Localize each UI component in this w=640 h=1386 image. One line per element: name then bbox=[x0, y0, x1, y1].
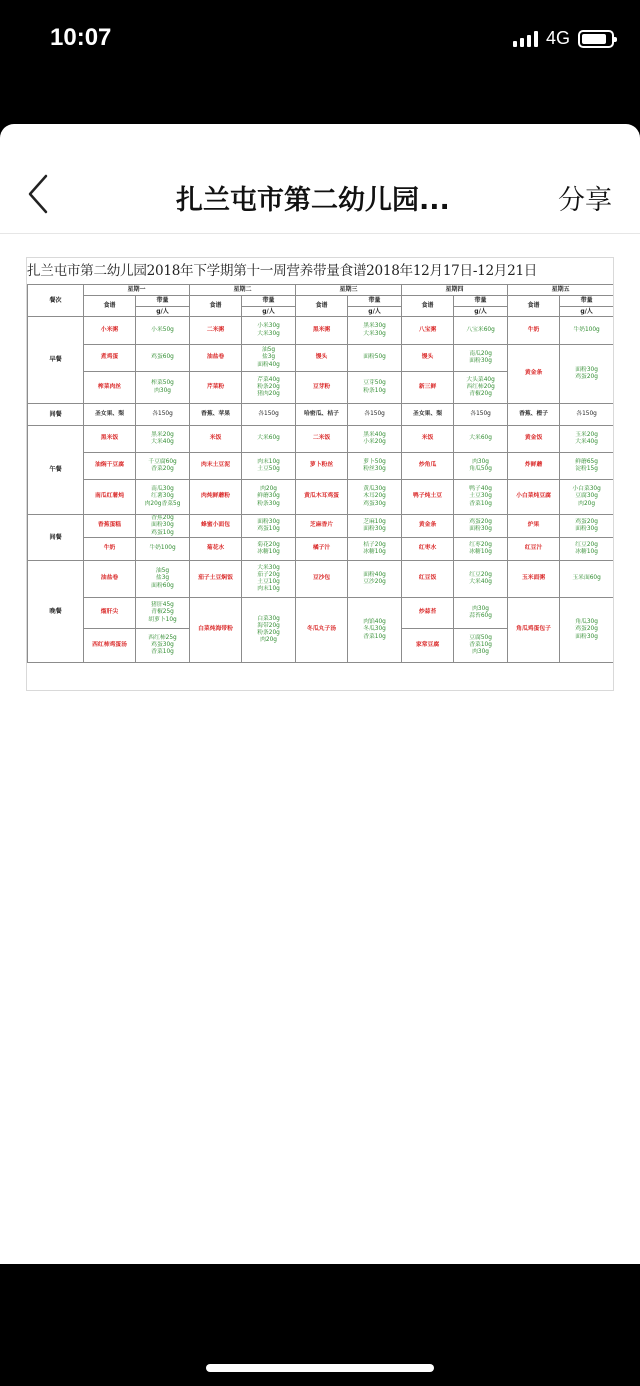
qty-line: 各150g bbox=[470, 410, 491, 417]
qty-line: 猪肝45g bbox=[151, 602, 174, 609]
qty-line: 大米30g bbox=[257, 330, 280, 337]
qty-line: 豆沙20g bbox=[363, 579, 386, 585]
qty-line: 牛奶100g bbox=[573, 326, 600, 333]
qty-line: 冰糖10g bbox=[575, 549, 598, 555]
qty-line: 淀粉15g bbox=[575, 466, 598, 472]
qty-line: 肉20g香菜5g bbox=[144, 500, 181, 507]
qty-cell bbox=[348, 372, 402, 404]
qty-line: 黑米40g bbox=[363, 431, 386, 438]
qty-line: 芝麻10g bbox=[363, 518, 386, 525]
qty-cell bbox=[136, 561, 190, 598]
qty-cell bbox=[454, 538, 508, 561]
qty-cell bbox=[242, 426, 296, 453]
qty-header: 带量 bbox=[560, 296, 614, 307]
qty-line: 各150g bbox=[258, 410, 279, 417]
qty-cell bbox=[348, 317, 402, 345]
qty-line: 木耳20g bbox=[363, 493, 386, 500]
dish-cell: 小米粥 bbox=[84, 317, 136, 345]
qty-line: 盐3g bbox=[155, 575, 170, 582]
recipe-header: 食谱 bbox=[402, 296, 454, 317]
qty-line: 香菜10g bbox=[363, 633, 386, 640]
meal-row bbox=[28, 598, 614, 629]
qty-cell bbox=[242, 538, 296, 561]
qty-line: 冰糖10g bbox=[469, 549, 492, 555]
qty-cell bbox=[242, 598, 296, 663]
qty-line: 黄瓜30g bbox=[363, 486, 386, 493]
qty-line: 南瓜20g bbox=[469, 350, 492, 357]
qty-line: 土豆10g bbox=[257, 579, 280, 585]
dish-cell: 冬瓜丸子汤 bbox=[296, 598, 348, 663]
dish-cell: 馒头 bbox=[402, 345, 454, 372]
qty-cell bbox=[136, 345, 190, 372]
qty-line: 肉末10g bbox=[257, 458, 280, 465]
unit-header: g/人 bbox=[136, 307, 190, 317]
dish-cell: 米饭 bbox=[402, 426, 454, 453]
dish-cell: 茄子土豆焖饭 bbox=[190, 561, 242, 598]
battery-icon bbox=[578, 30, 614, 48]
qty-line: 面粉30g bbox=[575, 633, 598, 640]
qty-line: 菊花20g bbox=[257, 541, 280, 548]
qty-line: 豆芽50g bbox=[363, 380, 386, 387]
qty-line: 肉30g bbox=[472, 649, 489, 656]
qty-line: 面粉30g bbox=[575, 366, 598, 373]
qty-header: 带量 bbox=[136, 296, 190, 307]
qty-line: 大米30g bbox=[257, 564, 280, 571]
dish-cell: 肉末土豆泥 bbox=[190, 453, 242, 480]
dish-cell: 黄瓜木耳鸡蛋 bbox=[296, 480, 348, 515]
qty-cell bbox=[454, 317, 508, 345]
dish-cell: 红豆饭 bbox=[402, 561, 454, 598]
qty-line: 牛奶100g bbox=[149, 545, 176, 552]
qty-line: 面粉60g bbox=[151, 582, 174, 589]
qty-cell bbox=[560, 538, 614, 561]
dish-cell: 熘肝尖 bbox=[84, 598, 136, 629]
qty-line: 肉30g bbox=[472, 458, 489, 465]
recipe-header: 食谱 bbox=[296, 296, 348, 317]
meal-name: 间餐 bbox=[28, 515, 84, 561]
qty-line: 面粉30g bbox=[257, 518, 280, 525]
dish-cell: 黑米粥 bbox=[296, 317, 348, 345]
qty-line: 粉条20g bbox=[257, 630, 280, 636]
qty-cell bbox=[348, 345, 402, 372]
qty-cell bbox=[454, 453, 508, 480]
back-button[interactable] bbox=[22, 172, 58, 216]
qty-cell bbox=[560, 345, 614, 404]
menu-title: 扎兰屯市第二幼儿园2018年下学期第十一周营养带量食谱2018年12月17日-12月21日 bbox=[27, 263, 538, 279]
qty-line: 小白菜30g bbox=[572, 486, 601, 493]
qty-cell bbox=[136, 629, 190, 663]
dish-cell: 油盐卷 bbox=[190, 345, 242, 372]
qty-cell bbox=[560, 317, 614, 345]
qty-line: 鸡蛋20g bbox=[575, 518, 598, 525]
qty-line: 鸡蛋30g bbox=[151, 641, 174, 648]
qty-cell bbox=[242, 404, 296, 426]
qty-line: 面粉30g bbox=[469, 526, 492, 532]
qty-line: 红薯30g bbox=[151, 493, 174, 500]
menu-subheader-row bbox=[28, 296, 614, 307]
qty-line: 南瓜30g bbox=[151, 486, 174, 493]
qty-cell bbox=[242, 317, 296, 345]
qty-cell bbox=[560, 426, 614, 453]
qty-line: 鸡蛋30g bbox=[363, 500, 386, 507]
qty-cell bbox=[560, 453, 614, 480]
qty-cell bbox=[136, 598, 190, 629]
qty-line: 白菜30g bbox=[257, 615, 280, 622]
qty-line: 各150g bbox=[152, 410, 173, 417]
dish-cell: 芝麻香片 bbox=[296, 515, 348, 538]
qty-line: 大头菜40g bbox=[466, 376, 495, 383]
qty-cell bbox=[454, 598, 508, 629]
status-indicators bbox=[513, 28, 614, 49]
qty-cell bbox=[454, 629, 508, 663]
qty-line: 油5g bbox=[155, 568, 170, 575]
menu-image[interactable] bbox=[26, 257, 614, 691]
dish-cell: 馒头 bbox=[296, 345, 348, 372]
dish-cell: 牛奶 bbox=[508, 317, 560, 345]
qty-line: 鲜蘑65g bbox=[575, 458, 598, 465]
dish-cell: 黑米饭 bbox=[84, 426, 136, 453]
qty-line: 桔子20g bbox=[363, 541, 386, 548]
qty-line: 角瓜30g bbox=[575, 619, 598, 626]
qty-line: 蒜苔60g bbox=[469, 613, 492, 619]
qty-line: 青椒25g bbox=[151, 609, 174, 616]
qty-line: 茄子20g bbox=[257, 571, 280, 578]
meal-row bbox=[28, 345, 614, 372]
qty-line: 香菜20g bbox=[151, 466, 174, 472]
dish-cell: 玉米面粥 bbox=[508, 561, 560, 598]
qty-line: 香菜10g bbox=[469, 641, 492, 648]
menu-header-row bbox=[28, 285, 614, 296]
qty-line: 肉末10g bbox=[257, 586, 280, 593]
qty-line: 榨菜50g bbox=[151, 380, 174, 387]
qty-cell bbox=[454, 515, 508, 538]
dish-cell: 芹菜粉 bbox=[190, 372, 242, 404]
dish-cell: 蜂蜜小面包 bbox=[190, 515, 242, 538]
dish-cell: 菊花水 bbox=[190, 538, 242, 561]
qty-line: 豆腐30g bbox=[575, 493, 598, 500]
day-header: 星期三 bbox=[296, 285, 402, 296]
meal-row bbox=[28, 426, 614, 453]
qty-line: 面粉40g bbox=[363, 571, 386, 578]
unit-header: g/人 bbox=[454, 307, 508, 317]
meal-name: 午餐 bbox=[28, 426, 84, 515]
qty-header: 带量 bbox=[242, 296, 296, 307]
day-header: 星期一 bbox=[84, 285, 190, 296]
qty-line: 肉30g bbox=[154, 387, 171, 394]
qty-line: 小米50g bbox=[151, 326, 174, 333]
qty-line: 黑米20g bbox=[151, 431, 174, 438]
dish-cell: 黄金条 bbox=[402, 515, 454, 538]
qty-line: 肉20g bbox=[260, 637, 277, 644]
qty-line: 大米30g bbox=[363, 330, 386, 337]
qty-cell bbox=[136, 317, 190, 345]
dish-cell: 炸鲜蘑 bbox=[508, 453, 560, 480]
qty-cell bbox=[242, 453, 296, 480]
meal-row bbox=[28, 453, 614, 480]
qty-line: 大米60g bbox=[257, 435, 280, 442]
qty-line: 大米40g bbox=[151, 439, 174, 445]
dish-cell: 哈密瓜、桔子 bbox=[296, 404, 348, 426]
unit-header: g/人 bbox=[348, 307, 402, 317]
qty-cell bbox=[242, 480, 296, 515]
qty-line: 土豆50g bbox=[257, 466, 280, 472]
qty-line: 大米40g bbox=[469, 579, 492, 585]
dish-cell: 煮鸡蛋 bbox=[84, 345, 136, 372]
qty-line: 鸡蛋10g bbox=[151, 529, 174, 536]
qty-cell bbox=[560, 404, 614, 426]
meal-header: 餐次 bbox=[28, 285, 84, 317]
qty-line: 豆腐50g bbox=[469, 634, 492, 641]
qty-line: 小米30g bbox=[257, 323, 280, 330]
nav-bar bbox=[0, 124, 640, 234]
qty-line: 盐3g bbox=[261, 354, 276, 361]
qty-line: 冰糖10g bbox=[363, 549, 386, 555]
dish-cell: 香蕉蛋糕 bbox=[84, 515, 136, 538]
qty-cell bbox=[348, 515, 402, 538]
qty-line: 鸡蛋20g bbox=[469, 518, 492, 525]
qty-cell bbox=[348, 404, 402, 426]
qty-line: 土豆30g bbox=[469, 493, 492, 500]
dish-cell: 油盐卷 bbox=[84, 561, 136, 598]
qty-line: 鸡蛋60g bbox=[151, 354, 174, 361]
qty-line: 猪肉20g bbox=[257, 391, 280, 398]
qty-line: 鸭子40g bbox=[469, 486, 492, 493]
qty-line: 面粉30g bbox=[363, 526, 386, 532]
qty-cell bbox=[454, 345, 508, 372]
meal-name: 晚餐 bbox=[28, 561, 84, 663]
qty-line: 冰糖10g bbox=[257, 549, 280, 555]
qty-line: 玉米面60g bbox=[572, 575, 601, 582]
recipe-header: 食谱 bbox=[190, 296, 242, 317]
dish-cell: 肉炖鲜蘑粉 bbox=[190, 480, 242, 515]
qty-line: 大米40g bbox=[575, 439, 598, 445]
qty-cell bbox=[136, 426, 190, 453]
qty-line: 各150g bbox=[364, 410, 385, 417]
unit-header: g/人 bbox=[242, 307, 296, 317]
qty-line: 芹菜40g bbox=[257, 376, 280, 383]
qty-line: 西红柿25g bbox=[148, 634, 177, 641]
qty-cell bbox=[136, 404, 190, 426]
page-title: 扎兰屯市第二幼儿园... bbox=[176, 185, 450, 216]
day-header: 星期四 bbox=[402, 285, 508, 296]
qty-cell bbox=[348, 538, 402, 561]
recipe-header: 食谱 bbox=[508, 296, 560, 317]
qty-cell bbox=[454, 372, 508, 404]
qty-cell bbox=[136, 538, 190, 561]
dish-cell: 二米饭 bbox=[296, 426, 348, 453]
meal-row bbox=[28, 538, 614, 561]
meal-name: 间餐 bbox=[28, 404, 84, 426]
qty-line: 西红柿20g bbox=[466, 383, 495, 390]
dish-cell: 香蕉、苹果 bbox=[190, 404, 242, 426]
status-time: 10:07 bbox=[50, 24, 112, 51]
qty-line: 面粉30g bbox=[469, 358, 492, 364]
qty-line: 面粉50g bbox=[363, 354, 386, 361]
qty-line: 大米60g bbox=[469, 435, 492, 442]
dish-cell: 豆沙包 bbox=[296, 561, 348, 598]
qty-cell bbox=[348, 561, 402, 598]
home-indicator[interactable] bbox=[206, 1364, 434, 1372]
qty-cell bbox=[560, 515, 614, 538]
meal-row bbox=[28, 480, 614, 515]
qty-cell bbox=[242, 345, 296, 372]
dish-cell: 西红柿鸡蛋汤 bbox=[84, 629, 136, 663]
qty-line: 胡萝卜10g bbox=[148, 616, 177, 623]
qty-line: 油5g bbox=[261, 347, 276, 354]
share-button[interactable]: 分享 bbox=[558, 185, 612, 216]
dish-cell: 红枣水 bbox=[402, 538, 454, 561]
dish-cell: 炉果 bbox=[508, 515, 560, 538]
qty-line: 鸡蛋20g bbox=[575, 626, 598, 633]
qty-line: 鲜蘑30g bbox=[257, 493, 280, 500]
qty-line: 肉20g bbox=[260, 486, 277, 493]
dish-cell: 米饭 bbox=[190, 426, 242, 453]
qty-line: 海带20g bbox=[257, 622, 280, 629]
dish-cell: 牛奶 bbox=[84, 538, 136, 561]
qty-line: 粉条20g bbox=[257, 383, 280, 390]
dish-cell: 橘子汁 bbox=[296, 538, 348, 561]
qty-line: 玉米20g bbox=[575, 431, 598, 438]
qty-line: 面粉40g bbox=[257, 361, 280, 368]
article-sheet bbox=[0, 124, 640, 1264]
unit-header: g/人 bbox=[560, 307, 614, 317]
qty-line: 八宝米60g bbox=[466, 326, 495, 333]
dish-cell: 黄金饭 bbox=[508, 426, 560, 453]
dish-cell: 炒蒜苔 bbox=[402, 598, 454, 629]
battery-level bbox=[582, 34, 606, 44]
dish-cell: 黄金条 bbox=[508, 345, 560, 404]
meal-row bbox=[28, 317, 614, 345]
qty-line: 千豆腐60g bbox=[148, 458, 177, 465]
qty-line: 香蕉20g bbox=[151, 515, 174, 522]
dish-cell: 二米粥 bbox=[190, 317, 242, 345]
dish-cell: 豆芽粉 bbox=[296, 372, 348, 404]
dish-cell: 红豆汁 bbox=[508, 538, 560, 561]
dish-cell: 新三鲜 bbox=[402, 372, 454, 404]
dish-cell: 角瓜鸡蛋包子 bbox=[508, 598, 560, 663]
qty-cell bbox=[454, 426, 508, 453]
dish-cell: 榨菜肉丝 bbox=[84, 372, 136, 404]
qty-line: 鸡蛋10g bbox=[257, 526, 280, 532]
meal-row bbox=[28, 404, 614, 426]
qty-cell bbox=[348, 598, 402, 663]
qty-line: 青椒20g bbox=[469, 391, 492, 398]
qty-cell bbox=[136, 480, 190, 515]
qty-cell bbox=[348, 426, 402, 453]
dish-cell: 油焖千豆腐 bbox=[84, 453, 136, 480]
qty-cell bbox=[560, 480, 614, 515]
qty-cell bbox=[454, 561, 508, 598]
qty-line: 萝卜50g bbox=[363, 458, 386, 465]
qty-cell bbox=[242, 372, 296, 404]
signal-icon bbox=[513, 31, 538, 47]
dish-cell: 小白菜炖豆腐 bbox=[508, 480, 560, 515]
qty-line: 香菜10g bbox=[469, 500, 492, 507]
dish-cell: 鸭子炖土豆 bbox=[402, 480, 454, 515]
dish-cell: 南瓜红薯炖 bbox=[84, 480, 136, 515]
dish-cell: 香蕉、橙子 bbox=[508, 404, 560, 426]
qty-cell bbox=[136, 372, 190, 404]
dish-cell: 家常豆腐 bbox=[402, 629, 454, 663]
day-header: 星期二 bbox=[190, 285, 296, 296]
qty-line: 角瓜50g bbox=[469, 466, 492, 472]
qty-line: 香菜10g bbox=[151, 649, 174, 656]
recipe-header: 食谱 bbox=[84, 296, 136, 317]
status-bar bbox=[0, 0, 640, 80]
chevron-left-icon bbox=[22, 172, 58, 216]
dish-cell: 萝卜粉丝 bbox=[296, 453, 348, 480]
qty-header: 带量 bbox=[454, 296, 508, 307]
qty-cell bbox=[560, 598, 614, 663]
qty-line: 粉条30g bbox=[257, 500, 280, 507]
qty-line: 红豆20g bbox=[575, 541, 598, 548]
qty-line: 粉条10g bbox=[363, 387, 386, 394]
qty-header: 带量 bbox=[348, 296, 402, 307]
qty-cell bbox=[454, 404, 508, 426]
qty-line: 红枣20g bbox=[469, 541, 492, 548]
menu-table bbox=[27, 284, 614, 663]
qty-line: 粉丝30g bbox=[363, 466, 386, 472]
qty-cell bbox=[242, 561, 296, 598]
qty-cell bbox=[136, 453, 190, 480]
dish-cell: 八宝粥 bbox=[402, 317, 454, 345]
dish-cell: 白菜炖海带粉 bbox=[190, 598, 242, 663]
qty-cell bbox=[454, 480, 508, 515]
qty-line: 肉30g bbox=[472, 605, 489, 612]
qty-line: 黑米30g bbox=[363, 323, 386, 330]
meal-name: 早餐 bbox=[28, 317, 84, 404]
meal-row bbox=[28, 515, 614, 538]
qty-cell bbox=[136, 515, 190, 538]
qty-line: 各150g bbox=[576, 410, 597, 417]
meal-row bbox=[28, 561, 614, 598]
dish-cell: 圣女果、梨 bbox=[84, 404, 136, 426]
dish-cell: 圣女果、梨 bbox=[402, 404, 454, 426]
qty-cell bbox=[348, 453, 402, 480]
dish-cell: 炒角瓜 bbox=[402, 453, 454, 480]
qty-cell bbox=[560, 561, 614, 598]
qty-line: 肉馅40g bbox=[363, 619, 386, 626]
qty-cell bbox=[348, 480, 402, 515]
qty-line: 面粉30g bbox=[151, 522, 174, 529]
qty-cell bbox=[242, 515, 296, 538]
day-header: 星期五 bbox=[508, 285, 614, 296]
network-type: 4G bbox=[545, 28, 570, 48]
qty-line: 面粉30g bbox=[575, 526, 598, 532]
qty-line: 鸡蛋20g bbox=[575, 374, 598, 380]
qty-line: 肉20g bbox=[578, 500, 595, 507]
qty-line: 红豆20g bbox=[469, 571, 492, 578]
qty-line: 小米20g bbox=[363, 439, 386, 445]
qty-line: 冬瓜30g bbox=[363, 626, 386, 633]
